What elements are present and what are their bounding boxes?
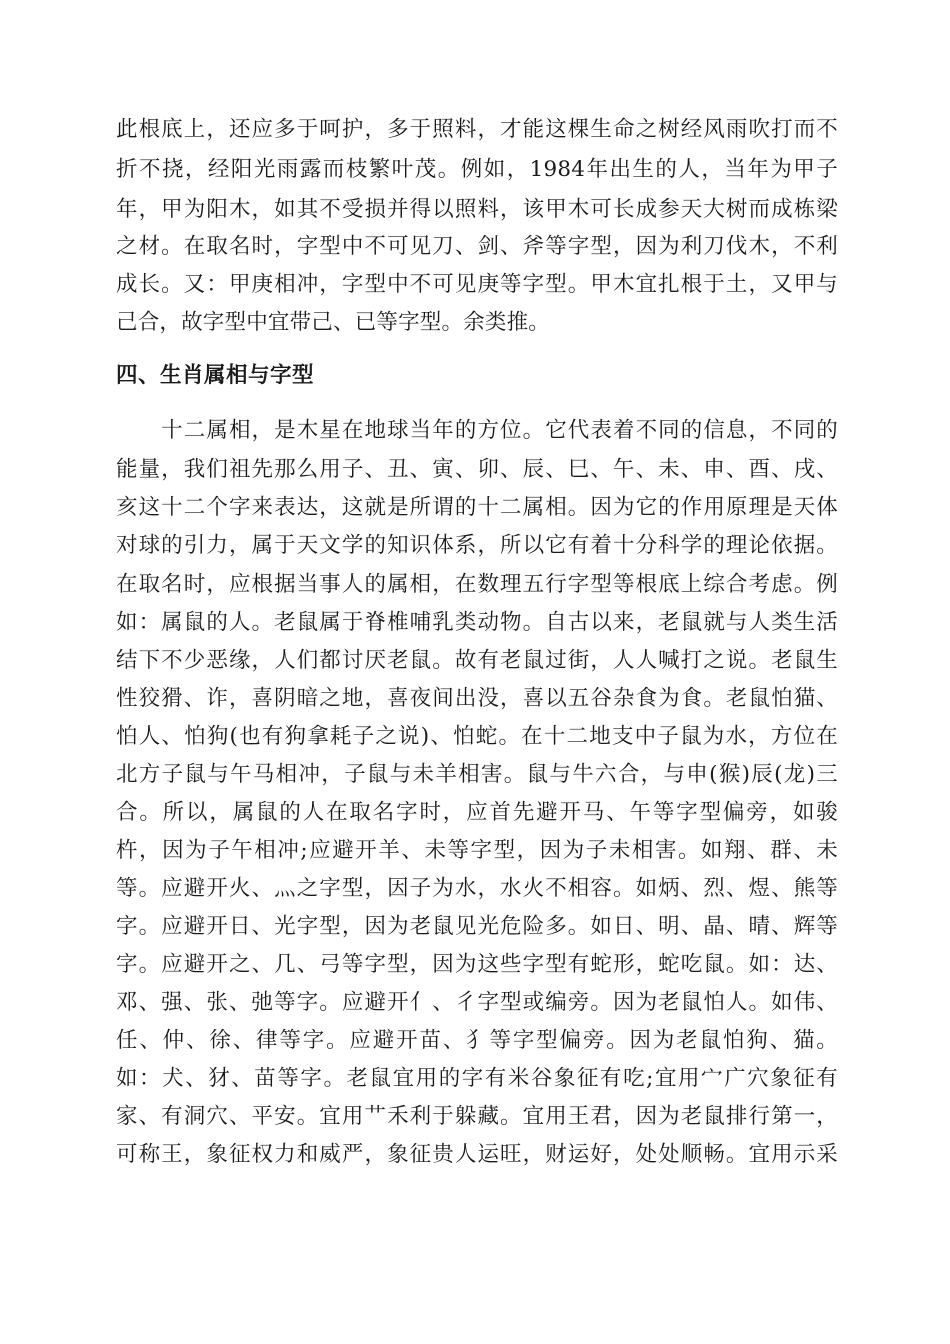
paragraph-line: 性狡猾、诈，喜阴暗之地，喜夜间出没，喜以五谷杂食为食。老鼠怕猫、 [116, 686, 838, 711]
paragraph-line: 折不挠，经阳光雨露而枝繁叶茂。例如，1984年出生的人，当年为甲子 [116, 157, 838, 182]
paragraph-line: 等。应避开火、灬之字型，因子为水，水火不相容。如炳、烈、煜、熊等 [116, 876, 838, 901]
paragraph-line: 任、仲、徐、律等字。应避开苗、犭等字型偏旁。因为老鼠怕狗、猫。 [116, 1028, 838, 1053]
paragraph-line: 字。应避开日、光字型，因为老鼠见光危险多。如日、明、晶、晴、辉等 [116, 914, 838, 939]
section-heading: 四、生肖属相与字型 [116, 363, 315, 388]
paragraph-line: 北方子鼠与午马相冲，子鼠与未羊相害。鼠与牛六合，与申(猴)辰(龙)三 [116, 762, 838, 787]
paragraph-line: 邓、强、张、弛等字。应避开亻、彳字型或编旁。因为老鼠怕人。如伟、 [116, 990, 838, 1015]
paragraph-line: 杵，因为子午相冲;应避开羊、未等字型，因为子未相害。如翔、群、未 [116, 838, 838, 863]
paragraph-line: 怕人、怕狗(也有狗拿耗子之说)、怕蛇。在十二地支中子鼠为水，方位在 [116, 724, 838, 749]
paragraph-line: 合。所以，属鼠的人在取名字时，应首先避开马、午等字型偏旁，如骏 [116, 800, 838, 825]
paragraph-line: 亥这十二个字来表达，这就是所谓的十二属相。因为它的作用原理是天体 [116, 495, 838, 520]
paragraph-line: 对球的引力，属于天文学的知识体系，所以它有着十分科学的理论依据。 [116, 533, 838, 558]
paragraph-line: 十二属相，是木星在地球当年的方位。它代表着不同的信息，不同的 [116, 418, 838, 443]
paragraph-line: 如：犬、犲、苗等字。老鼠宜用的字有米谷象征有吃;宜用宀广穴象征有 [116, 1066, 838, 1091]
paragraph-line: 年，甲为阳木，如其不受损并得以照料，该甲木可长成参天大树而成栋梁 [116, 197, 838, 222]
paragraph-line: 家、有洞穴、平安。宜用艹禾利于躲藏。宜用王君，因为老鼠排行第一， [116, 1104, 838, 1129]
paragraph-line: 之材。在取名时，字型中不可见刀、剑、斧等字型，因为利刀伐木，不利 [116, 234, 838, 259]
paragraph-line: 己合，故字型中宜带己、已等字型。余类推。 [116, 310, 551, 335]
paragraph-line: 如：属鼠的人。老鼠属于脊椎哺乳类动物。自古以来，老鼠就与人类生活 [116, 610, 838, 635]
paragraph-line: 在取名时，应根据当事人的属相，在数理五行字型等根底上综合考虑。例 [116, 572, 838, 597]
paragraph-line: 可称王，象征权力和威严，象征贵人运旺，财运好，处处顺畅。宜用示采 [116, 1142, 838, 1167]
paragraph-line: 能量，我们祖先那么用子、丑、寅、卯、辰、巳、午、未、申、酉、戌、 [116, 457, 838, 482]
paragraph-line: 此根底上，还应多于呵护，多于照料，才能这棵生命之树经风雨吹打而不 [116, 117, 838, 142]
paragraph-line: 字。应避开之、几、弓等字型，因为这些字型有蛇形，蛇吃鼠。如：达、 [116, 952, 838, 977]
paragraph-line: 结下不少恶缘，人们都讨厌老鼠。故有老鼠过街，人人喊打之说。老鼠生 [116, 648, 838, 673]
paragraph-line: 成长。又：甲庚相冲，字型中不可见庚等字型。甲木宜扎根于土，又甲与 [116, 272, 838, 297]
